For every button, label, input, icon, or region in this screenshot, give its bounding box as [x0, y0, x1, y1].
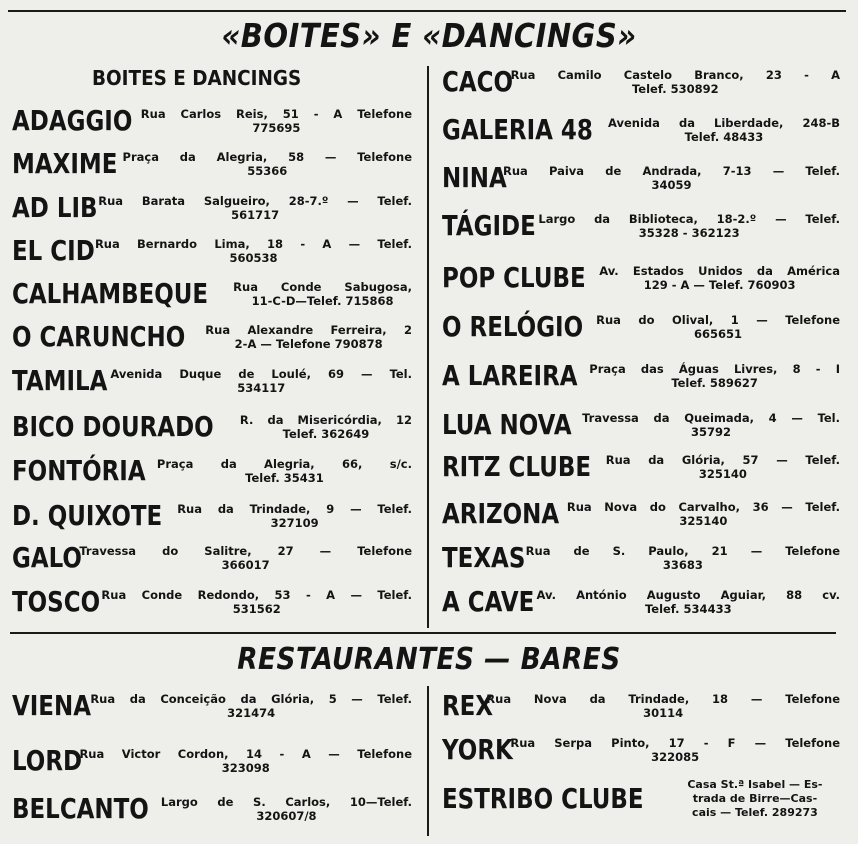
venue-address: Travessa do Salitre, 27 — Telefone 366017	[79, 543, 412, 572]
venue-address: Avenida da Liberdade, 248-B Telef. 48433	[607, 115, 840, 144]
venue-name: A CAVE	[442, 585, 535, 618]
venue-name: ARIZONA	[442, 497, 560, 530]
venue-name: NINA	[442, 161, 507, 194]
listing-entry	[12, 740, 412, 782]
venue-name: LORD	[12, 744, 83, 777]
venue-address: Rua Carlos Reis, 51 - A Telefone 775695	[140, 106, 412, 135]
venue-address: Rua Barata Salgueiro, 28-7.º — Telef. 561717	[98, 193, 412, 222]
venue-name: FONTÓRIA	[12, 454, 146, 487]
venue-address: Praça da Alegria, 58 — Telefone 55366	[122, 149, 412, 178]
venue-address: Rua da Trindade, 9 — Telef. 327109	[177, 501, 412, 530]
venue-address: Rua Paiva de Andrada, 7-13 — Telef. 34059	[502, 163, 840, 192]
venue-name: TEXAS	[442, 541, 526, 574]
column-divider	[427, 686, 429, 836]
venue-name: O RELÓGIO	[442, 310, 584, 343]
section-subheading: BOITES E DANCINGS	[92, 66, 302, 90]
venue-address: Casa St.ª Isabel — Es- trada de Birre—Cas- cais — Telef. 289273	[687, 778, 823, 819]
venue-name: RITZ CLUBE	[442, 450, 592, 483]
venue-address: Travessa da Queimada, 4 — Tel. 35792	[582, 410, 840, 439]
venue-address: Rua do Olival, 1 — Telefone 665651	[596, 312, 840, 341]
venue-address: Rua Conde Sabugosa, 11-C-D—Telef. 715868	[233, 279, 412, 308]
venue-name: D. QUIXOTE	[12, 499, 163, 532]
venue-name: CACO	[442, 65, 513, 98]
venue-address: Avenida Duque de Loulé, 69 — Tel. 534117	[110, 366, 412, 395]
venue-address: Rua Alexandre Ferreira, 2 2-A — Telefone 790878	[205, 322, 412, 351]
page-title: «BOITES» E «DANCINGS»	[221, 16, 637, 55]
venue-name: POP CLUBE	[442, 261, 586, 294]
venue-address: Rua Conde Redondo, 53 - A — Telef. 531562	[101, 587, 412, 616]
venue-name: ADAGGIO	[12, 104, 133, 137]
venue-address: Largo da Biblioteca, 18-2.º — Telef. 35328 - 362123	[538, 211, 840, 240]
section-title: RESTAURANTES — BARES	[237, 642, 621, 677]
venue-address: Rua da Glória, 57 — Telef. 325140	[605, 452, 840, 481]
listing-entry	[12, 788, 412, 830]
venue-name: BELCANTO	[12, 792, 149, 825]
venue-name: GALO	[12, 541, 82, 574]
venue-address: Praça das Águas Livres, 8 - I Telef. 589627	[589, 361, 840, 390]
venue-address: Av. Estados Unidos da América 129 - A — Telef. 760903	[599, 263, 840, 292]
venue-name: AD LIB	[12, 191, 98, 224]
listing-entry	[442, 729, 840, 771]
venue-name: BICO DOURADO	[12, 410, 214, 443]
venue-name: TAMILA	[12, 364, 108, 397]
venue-address: Rua Camilo Castelo Branco, 23 - A Telef. 530892	[510, 67, 840, 96]
venue-name: TÁGIDE	[442, 209, 536, 242]
venue-name: LUA NOVA	[442, 408, 572, 441]
restaurants-left-column	[12, 0, 412, 844]
venue-address: Largo de S. Carlos, 10—Telef. 320607/8	[160, 794, 412, 823]
listing-entry	[12, 685, 412, 727]
venue-address: Rua Bernardo Lima, 18 - A — Telef. 560538	[94, 236, 412, 265]
venue-name: CALHAMBEQUE	[12, 277, 209, 310]
venue-address: R. da Misericórdia, 12 Telef. 362649	[239, 412, 412, 441]
venue-name: A LAREIRA	[442, 359, 578, 392]
venue-address: Av. António Augusto Aguiar, 88 cv. Telef. 534433	[536, 587, 840, 616]
restaurants-right-column	[442, 0, 840, 844]
venue-address: Rua Nova do Carvalho, 36 — Telef. 325140	[566, 499, 840, 528]
venue-name: GALERIA 48	[442, 113, 593, 146]
venue-address: Rua Victor Cordon, 14 - A — Telefone 323098	[79, 746, 412, 775]
venue-name: REX	[442, 689, 494, 722]
venue-name: VIENA	[12, 689, 91, 722]
column-divider	[427, 66, 429, 628]
venue-name: EL CID	[12, 234, 95, 267]
venue-address: Rua Serpa Pinto, 17 - F — Telefone 322085	[510, 735, 840, 764]
venue-address: Rua Nova da Trindade, 18 — Telefone 30114	[486, 691, 840, 720]
listing-entry	[442, 685, 840, 727]
venue-address: Praça da Alegria, 66, s/c. Telef. 35431	[156, 456, 412, 485]
venue-name: ESTRIBO CLUBE	[442, 782, 644, 815]
venue-address: Rua de S. Paulo, 21 — Telefone 33683	[525, 543, 840, 572]
listing-entry	[442, 774, 840, 824]
venue-name: MAXIME	[12, 147, 118, 180]
venue-name: YORK	[442, 733, 513, 766]
venue-address: Rua da Conceição da Glória, 5 — Telef. 321474	[90, 691, 412, 720]
venue-name: O CARUNCHO	[12, 320, 186, 353]
venue-name: TOSCO	[12, 585, 101, 618]
